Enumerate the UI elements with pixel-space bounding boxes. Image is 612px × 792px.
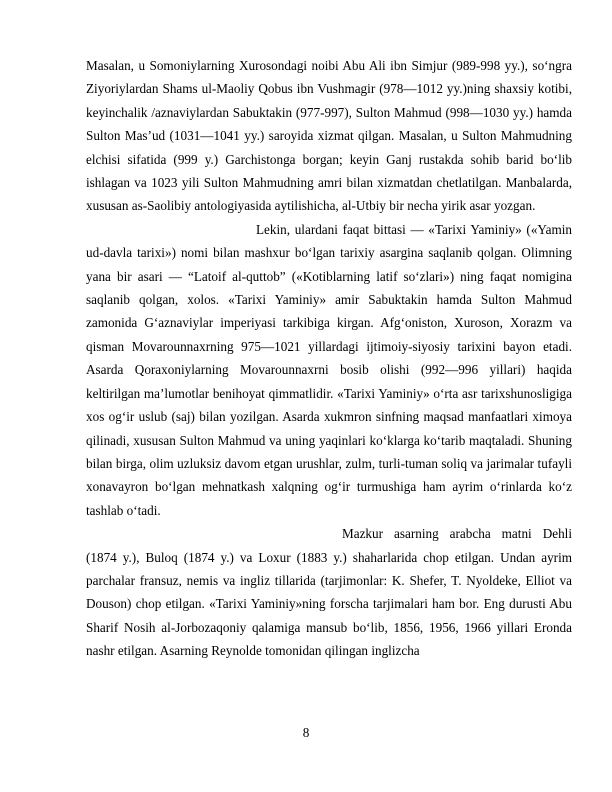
- paragraph-2: Lekin, ulardani faqat bittasi — «Tarixi Yaminiy» («Yamin ud-davla tarixi») nomi bilan mashxur bo‘lgan tarixiy asargina saqlanib qolgan. Olimning yana bir asari — “Latoif al-quttob” («Kotiblarning latif so‘zlari») ning faqat nomigina saqlanib qolgan, xolos. «Tarixi Yaminiy» amir Sabuktakin hamda Sulton Mahmud zamonida G‘aznaviylar imperiyasi tarkibiga kirgan. Afg‘oniston, Xuroson, Xorazm va qisman Movarounnaxrning 975—1021 yillardagi ijtimoiy-siyosiy tarixini bayon etadi. Asarda Qoraxoniylarning Movarounnaxrni bosib olishi (992—996 yillari) haqida keltirilgan ma’lumotlar benihoyat qimmatlidir. «Tarixi Yaminiy» o‘rta asr tarixshunosligiga xos og‘ir uslub (saj) bilan yozilgan. Asarda xukmron sinfning maqsad manfaatlari ximoya qilinadi, xususan Sulton Mahmud va uning yaqinlari ko‘klarga ko‘tarib maqtaladi. Shuning bilan birga, olim uzluksiz davom etgan urushlar, zulm, turli-tuman soliq va jarimalar tufayli xonavayron bo‘lgan mehnatkash xalqning og‘ir turmushiga ham ayrim o‘rinlarda ko‘z tashlab o‘tadi.: [86, 221, 572, 518]
- paragraph-1: Masalan, u Somoniylarning Xurosondagi noibi Abu Ali ibn Simjur (989-998 yy.), so‘ngra Ziyoriylardan Shams ul-Maoliy Qobus ibn Vushmagir (978—1012 yy.)ning shaxsiy kotibi, keyinchalik /aznaviylardan Sabuktakin (977-997), Sulton Mahmud (998—1030 yy.) hamda Sulton Mas’ud (1031—1041 yy.) saroyida xizmat qilgan. Masalan, u Sulton Mahmudning elchisi sifatida (999 y.) Garchistonga borgan; keyin Ganj rustakda sohib barid bo‘lib ishlagan va 1023 yili Sulton Mahmudning amri bilan xizmatdan chetlatilgan. Manbalarda, xususan as-Saolibiy antologiyasida aytilishicha, al-Utbiy bir necha yirik asar yozgan.: [86, 58, 572, 214]
- document-page: [86, 54, 572, 663]
- paragraph-3: Mazkur asarning arabcha matni Dehli (1874 y.), Buloq (1874 y.) va Loxur (1883 y.) shaharlarida chop etilgan. Undan ayrim parchalar fransuz, nemis va ingliz tillarida (tarjimonlar: K. Shefer, T. Nyoldeke, Elliot va Douson) chop etilgan. «Tarixi Yaminiy»ning forscha tarjimalari ham bor. Eng durusti Abu Sharif Nosih al-Jorbozaqoniy qalamiga mansub bo‘lib, 1856, 1956, 1966 yillari Eronda nashr etilgan. Asarning Reynolde tomonidan qilingan inglizcha: [86, 526, 572, 659]
- page-number: 8: [302, 725, 310, 740]
